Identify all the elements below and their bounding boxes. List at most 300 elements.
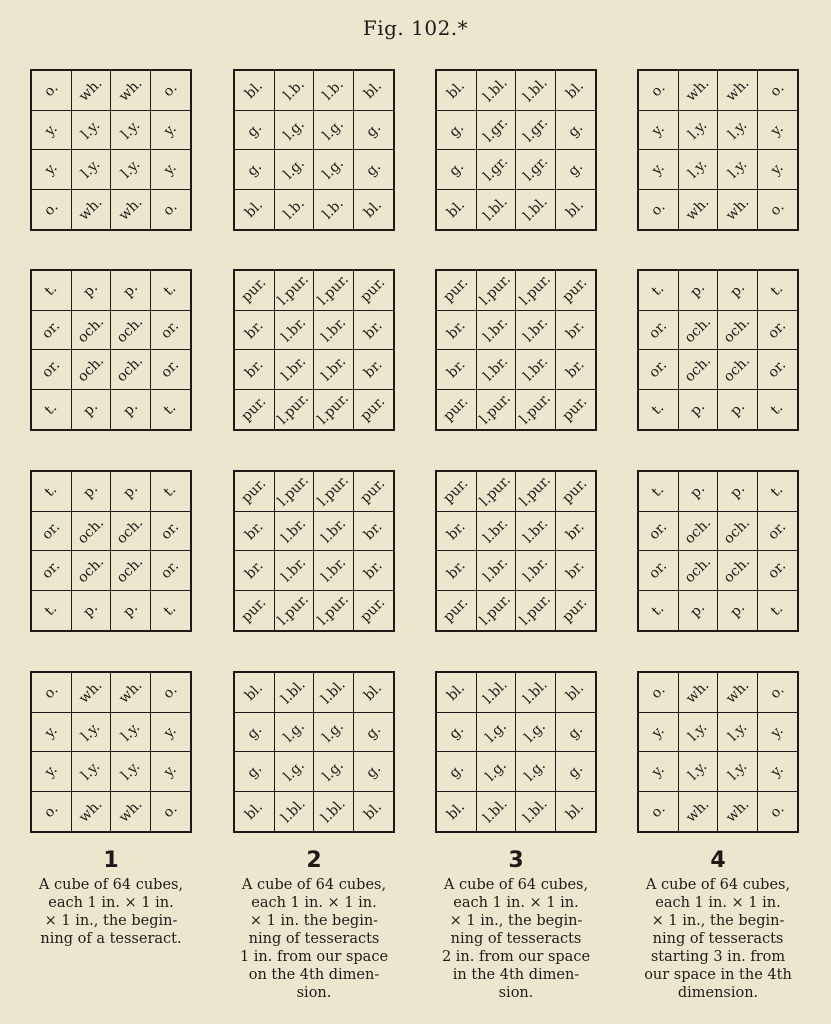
cube-label: pur. xyxy=(357,594,389,626)
cube-cell xyxy=(314,271,354,311)
cube-cell xyxy=(151,673,191,713)
cube-cell xyxy=(111,190,151,230)
cube-cell xyxy=(477,71,517,111)
cube-cell xyxy=(516,673,556,713)
cube-cell xyxy=(235,512,275,552)
cube-cell xyxy=(151,512,191,552)
cube-cell xyxy=(151,311,191,351)
cube-cell xyxy=(32,190,72,230)
cube-label: pur. xyxy=(357,274,389,306)
cube-cell xyxy=(556,111,596,151)
cube-cell xyxy=(516,472,556,512)
cube-label: pur. xyxy=(357,393,389,425)
cube-cell xyxy=(235,792,275,832)
cube-label: bl. xyxy=(361,680,386,705)
cube-cell xyxy=(679,673,719,713)
cube-cell xyxy=(235,271,275,311)
cube-label: l.pur. xyxy=(477,390,515,428)
cube-label: or. xyxy=(39,317,64,342)
cube-label: l.pur. xyxy=(275,591,313,629)
cube-label: o. xyxy=(41,80,62,101)
cube-label: och. xyxy=(721,554,754,587)
cube-cell xyxy=(32,350,72,390)
cube-label: p. xyxy=(80,480,102,502)
cube-cell xyxy=(679,390,719,430)
cube-cell xyxy=(72,71,112,111)
cube-label: g. xyxy=(564,119,586,141)
cube-cell xyxy=(556,673,596,713)
cube-label: l.y. xyxy=(117,156,143,182)
cube-cell xyxy=(556,591,596,631)
cube-cell xyxy=(275,792,315,832)
cube-cell xyxy=(72,350,112,390)
cube-label: l.bl. xyxy=(520,796,551,827)
cube-cell xyxy=(718,311,758,351)
cube-cell xyxy=(437,512,477,552)
cube-cell xyxy=(151,271,191,311)
cube-cell xyxy=(314,390,354,430)
cube-cell xyxy=(477,390,517,430)
cube-label: y. xyxy=(767,159,787,179)
cube-cell xyxy=(151,591,191,631)
cube-cell xyxy=(275,472,315,512)
cube-cell xyxy=(354,792,394,832)
cube-label: bl. xyxy=(242,78,267,103)
cube-cell xyxy=(151,713,191,753)
cube-label: y. xyxy=(160,120,180,140)
cube-label: l.bl. xyxy=(278,677,309,708)
cube-cell xyxy=(151,752,191,792)
column-number-1: 1 xyxy=(103,848,119,873)
cube-label: o. xyxy=(767,682,788,703)
cube-label: l.pur. xyxy=(275,472,313,510)
cube-cell xyxy=(718,472,758,512)
cube-cell xyxy=(235,111,275,151)
cube-label: y. xyxy=(648,159,668,179)
cube-label: or. xyxy=(158,558,183,583)
cube-cell xyxy=(275,311,315,351)
cube-grid-row2-col3 xyxy=(435,269,597,431)
cube-cell xyxy=(758,111,798,151)
cube-cell xyxy=(718,792,758,832)
cube-cell xyxy=(516,390,556,430)
cube-cell xyxy=(32,551,72,591)
cube-cell xyxy=(477,551,517,591)
cube-label: l.bl. xyxy=(480,677,511,708)
cube-label: p. xyxy=(119,480,141,502)
cube-cell xyxy=(758,551,798,591)
cube-label: wh. xyxy=(683,194,713,224)
cube-label: och. xyxy=(681,554,714,587)
cube-label: pur. xyxy=(440,393,472,425)
cube-cell xyxy=(32,150,72,190)
cube-cell xyxy=(477,150,517,190)
cube-cell xyxy=(275,190,315,230)
cube-label: l.pur. xyxy=(477,591,515,629)
cube-cell xyxy=(354,512,394,552)
cube-label: y. xyxy=(648,761,668,781)
cube-cell xyxy=(111,752,151,792)
cube-cell xyxy=(758,792,798,832)
cube-label: p. xyxy=(687,398,709,420)
cube-cell xyxy=(314,472,354,512)
cube-cell xyxy=(275,390,315,430)
cube-cell xyxy=(477,512,517,552)
cube-label: o. xyxy=(767,801,788,822)
cube-cell xyxy=(639,71,679,111)
cube-cell xyxy=(32,390,72,430)
cube-label: l.y. xyxy=(78,758,104,784)
cube-cell xyxy=(679,111,719,151)
figure-title: Fig. 102.* xyxy=(362,16,469,40)
cube-cell xyxy=(32,271,72,311)
cube-label: och. xyxy=(74,353,107,386)
cube-label: l.br. xyxy=(480,515,512,547)
cube-label: o. xyxy=(648,801,669,822)
cube-label: och. xyxy=(721,313,754,346)
cube-cell xyxy=(639,111,679,151)
cube-cell xyxy=(679,713,719,753)
cube-grid-row3-col4 xyxy=(637,470,799,632)
cube-cell xyxy=(718,673,758,713)
cube-label: or. xyxy=(158,357,183,382)
cube-cell xyxy=(235,350,275,390)
cube-label: l.bl. xyxy=(278,796,309,827)
cube-cell xyxy=(32,311,72,351)
cube-label: br. xyxy=(361,317,386,342)
cube-cell xyxy=(437,792,477,832)
cube-cell xyxy=(151,390,191,430)
cube-cell xyxy=(556,472,596,512)
cube-cell xyxy=(639,472,679,512)
cube-cell xyxy=(32,591,72,631)
cube-label: p. xyxy=(80,599,102,621)
cube-cell xyxy=(275,71,315,111)
cube-label: l.b. xyxy=(280,76,308,104)
cube-label: t. xyxy=(161,400,180,419)
cube-cell xyxy=(72,752,112,792)
cube-label: y. xyxy=(767,722,787,742)
cube-label: l.g. xyxy=(280,155,308,183)
cube-label: l.y. xyxy=(78,117,104,143)
caption-1: A cube of 64 cubes, each 1 in. × 1 in. × 1 in., the begin- ning of a tesseract. xyxy=(38,877,184,947)
cube-label: l.br. xyxy=(317,515,349,547)
cube-cell xyxy=(758,713,798,753)
cube-label: g. xyxy=(362,158,384,180)
cube-label: l.y. xyxy=(685,719,711,745)
cube-label: p. xyxy=(80,279,102,301)
cube-label: pur. xyxy=(238,594,270,626)
cube-cell xyxy=(758,591,798,631)
cube-cell xyxy=(72,190,112,230)
cube-cell xyxy=(151,150,191,190)
cube-label: l.br. xyxy=(317,353,349,385)
cube-grid-row1-col4 xyxy=(637,69,799,231)
cube-cell xyxy=(758,271,798,311)
cube-cell xyxy=(718,512,758,552)
cube-label: l.g. xyxy=(280,718,308,746)
cube-label: y. xyxy=(41,761,61,781)
cube-label: g. xyxy=(445,158,467,180)
cube-label: l.y. xyxy=(685,117,711,143)
cube-cell xyxy=(639,311,679,351)
cube-cell xyxy=(516,512,556,552)
cube-label: och. xyxy=(114,554,147,587)
cube-cell xyxy=(679,271,719,311)
cube-label: br. xyxy=(444,518,469,543)
cube-label: och. xyxy=(74,514,107,547)
cube-cell xyxy=(437,551,477,591)
cube-cell xyxy=(679,190,719,230)
cube-label: l.bl. xyxy=(520,677,551,708)
cube-cell xyxy=(437,591,477,631)
cube-cell xyxy=(516,71,556,111)
cube-label: t. xyxy=(768,482,787,501)
cube-cell xyxy=(32,71,72,111)
cube-cell xyxy=(679,472,719,512)
cube-cell xyxy=(275,752,315,792)
cube-label: o. xyxy=(648,80,669,101)
cube-label: y. xyxy=(160,722,180,742)
cube-label: l.bl. xyxy=(480,75,511,106)
cube-cell xyxy=(437,350,477,390)
cube-label: g. xyxy=(445,760,467,782)
cube-label: g. xyxy=(564,760,586,782)
cube-cell xyxy=(72,150,112,190)
cube-cell xyxy=(516,111,556,151)
cube-label: o. xyxy=(648,682,669,703)
cube-label: l.bl. xyxy=(520,75,551,106)
cube-cell xyxy=(639,752,679,792)
cube-label: y. xyxy=(767,761,787,781)
cube-cell xyxy=(151,472,191,512)
cube-label: l.g. xyxy=(319,116,347,144)
cube-label: och. xyxy=(681,353,714,386)
cube-label: bl. xyxy=(444,78,469,103)
cube-label: p. xyxy=(119,599,141,621)
cube-label: l.y. xyxy=(724,156,750,182)
cube-cell xyxy=(72,591,112,631)
cube-label: g. xyxy=(362,721,384,743)
cube-label: wh. xyxy=(76,75,106,105)
cube-cell xyxy=(679,350,719,390)
cube-label: br. xyxy=(563,558,588,583)
cube-cell xyxy=(516,551,556,591)
cube-cell xyxy=(556,752,596,792)
cube-cell xyxy=(275,673,315,713)
cube-grid-row3-col3 xyxy=(435,470,597,632)
cube-cell xyxy=(477,752,517,792)
cube-label: y. xyxy=(767,120,787,140)
cube-label: wh. xyxy=(115,194,145,224)
cube-cell xyxy=(111,350,151,390)
cube-label: wh. xyxy=(683,75,713,105)
cube-label: or. xyxy=(39,558,64,583)
cube-label: l.g. xyxy=(521,718,549,746)
cube-label: l.y. xyxy=(685,156,711,182)
cube-label: wh. xyxy=(76,194,106,224)
cube-label: och. xyxy=(74,313,107,346)
cube-label: pur. xyxy=(559,475,591,507)
cube-label: l.bl. xyxy=(480,796,511,827)
caption-3: A cube of 64 cubes, each 1 in. × 1 in. × 1 in., the begin- ning of tesseracts 2 in. from our space in the 4th dimen- sion. xyxy=(441,877,591,1001)
cube-cell xyxy=(354,390,394,430)
cube-cell xyxy=(314,512,354,552)
cube-label: och. xyxy=(681,514,714,547)
cube-cell xyxy=(516,591,556,631)
cube-cell xyxy=(437,390,477,430)
cube-cell xyxy=(354,591,394,631)
cube-cell xyxy=(354,673,394,713)
cube-cell xyxy=(758,752,798,792)
cube-label: br. xyxy=(242,558,267,583)
cube-label: l.y. xyxy=(78,719,104,745)
cube-cell xyxy=(679,591,719,631)
cube-cell xyxy=(354,150,394,190)
cube-cell xyxy=(556,190,596,230)
cube-cell xyxy=(758,150,798,190)
cube-cell xyxy=(556,713,596,753)
cube-cell xyxy=(516,752,556,792)
cube-label: l.pur. xyxy=(314,390,352,428)
cube-label: l.pur. xyxy=(516,271,554,309)
cube-cell xyxy=(354,311,394,351)
cube-label: g. xyxy=(564,721,586,743)
cube-label: l.gr. xyxy=(519,153,551,185)
cube-cell xyxy=(516,150,556,190)
cube-label: or. xyxy=(646,518,671,543)
cube-label: or. xyxy=(765,518,790,543)
cube-label: bl. xyxy=(444,799,469,824)
cube-label: t. xyxy=(768,400,787,419)
cube-label: l.pur. xyxy=(275,271,313,309)
cube-label: p. xyxy=(726,279,748,301)
cube-label: l.br. xyxy=(519,314,551,346)
cube-cell xyxy=(111,713,151,753)
cube-cell xyxy=(151,551,191,591)
cube-cell xyxy=(111,71,151,111)
cube-label: t. xyxy=(768,601,787,620)
cube-label: t. xyxy=(649,601,668,620)
cube-label: l.pur. xyxy=(314,591,352,629)
cube-label: l.br. xyxy=(519,515,551,547)
cube-label: bl. xyxy=(361,197,386,222)
cube-label: l.br. xyxy=(480,554,512,586)
cube-label: t. xyxy=(42,482,61,501)
cube-label: bl. xyxy=(563,680,588,705)
cube-label: l.g. xyxy=(280,757,308,785)
cube-cell xyxy=(679,551,719,591)
cube-cell xyxy=(679,792,719,832)
cube-label: or. xyxy=(765,558,790,583)
cube-label: br. xyxy=(361,558,386,583)
cube-cell xyxy=(437,311,477,351)
cube-cell xyxy=(437,673,477,713)
cube-cell xyxy=(275,512,315,552)
cube-label: och. xyxy=(721,514,754,547)
cube-cell xyxy=(72,111,112,151)
cube-cell xyxy=(354,472,394,512)
cube-label: y. xyxy=(41,722,61,742)
cube-cell xyxy=(477,111,517,151)
cube-cell xyxy=(235,150,275,190)
cube-label: br. xyxy=(361,357,386,382)
cube-cell xyxy=(718,271,758,311)
cube-label: l.y. xyxy=(117,117,143,143)
cube-label: l.br. xyxy=(519,554,551,586)
cube-label: or. xyxy=(765,317,790,342)
cube-cell xyxy=(679,311,719,351)
cube-cell xyxy=(516,271,556,311)
cube-label: wh. xyxy=(115,677,145,707)
cube-grid-row3-col2 xyxy=(233,470,395,632)
cube-label: l.br. xyxy=(317,314,349,346)
cube-label: l.b. xyxy=(280,195,308,223)
cube-label: o. xyxy=(160,682,181,703)
cube-label: br. xyxy=(242,518,267,543)
cube-cell xyxy=(275,350,315,390)
cube-label: l.g. xyxy=(280,116,308,144)
cube-cell xyxy=(437,271,477,311)
cube-label: l.y. xyxy=(724,758,750,784)
cube-label: l.pur. xyxy=(275,390,313,428)
cube-label: l.bl. xyxy=(480,194,511,225)
cube-cell xyxy=(314,350,354,390)
cube-cell xyxy=(556,311,596,351)
cube-cell xyxy=(477,472,517,512)
cube-label: l.br. xyxy=(278,515,310,547)
cube-label: t. xyxy=(161,482,180,501)
cube-cell xyxy=(516,311,556,351)
cube-cell xyxy=(111,792,151,832)
cube-cell xyxy=(314,591,354,631)
cube-label: l.bl. xyxy=(520,194,551,225)
cube-cell xyxy=(718,71,758,111)
cube-cell xyxy=(556,71,596,111)
cube-cell xyxy=(639,150,679,190)
cube-cell xyxy=(758,673,798,713)
cube-cell xyxy=(72,472,112,512)
cube-cell xyxy=(477,271,517,311)
cube-cell xyxy=(314,311,354,351)
cube-label: g. xyxy=(243,158,265,180)
cube-label: wh. xyxy=(115,796,145,826)
cube-cell xyxy=(679,150,719,190)
cube-cell xyxy=(639,551,679,591)
cube-label: p. xyxy=(726,398,748,420)
cube-cell xyxy=(235,551,275,591)
cube-label: wh. xyxy=(722,194,752,224)
cube-label: pur. xyxy=(440,594,472,626)
cube-cell xyxy=(718,752,758,792)
cube-label: och. xyxy=(114,514,147,547)
cube-grid-row2-col4 xyxy=(637,269,799,431)
cube-cell xyxy=(235,190,275,230)
cube-cell xyxy=(314,551,354,591)
cube-label: g. xyxy=(362,119,384,141)
cube-cell xyxy=(639,190,679,230)
cube-label: y. xyxy=(160,159,180,179)
cube-label: y. xyxy=(648,722,668,742)
cube-label: l.br. xyxy=(278,554,310,586)
cube-cell xyxy=(437,150,477,190)
cube-cell xyxy=(275,713,315,753)
column-number-2: 2 xyxy=(306,848,322,873)
cube-label: pur. xyxy=(559,393,591,425)
cube-cell xyxy=(111,472,151,512)
cube-cell xyxy=(111,150,151,190)
cube-cell xyxy=(275,111,315,151)
